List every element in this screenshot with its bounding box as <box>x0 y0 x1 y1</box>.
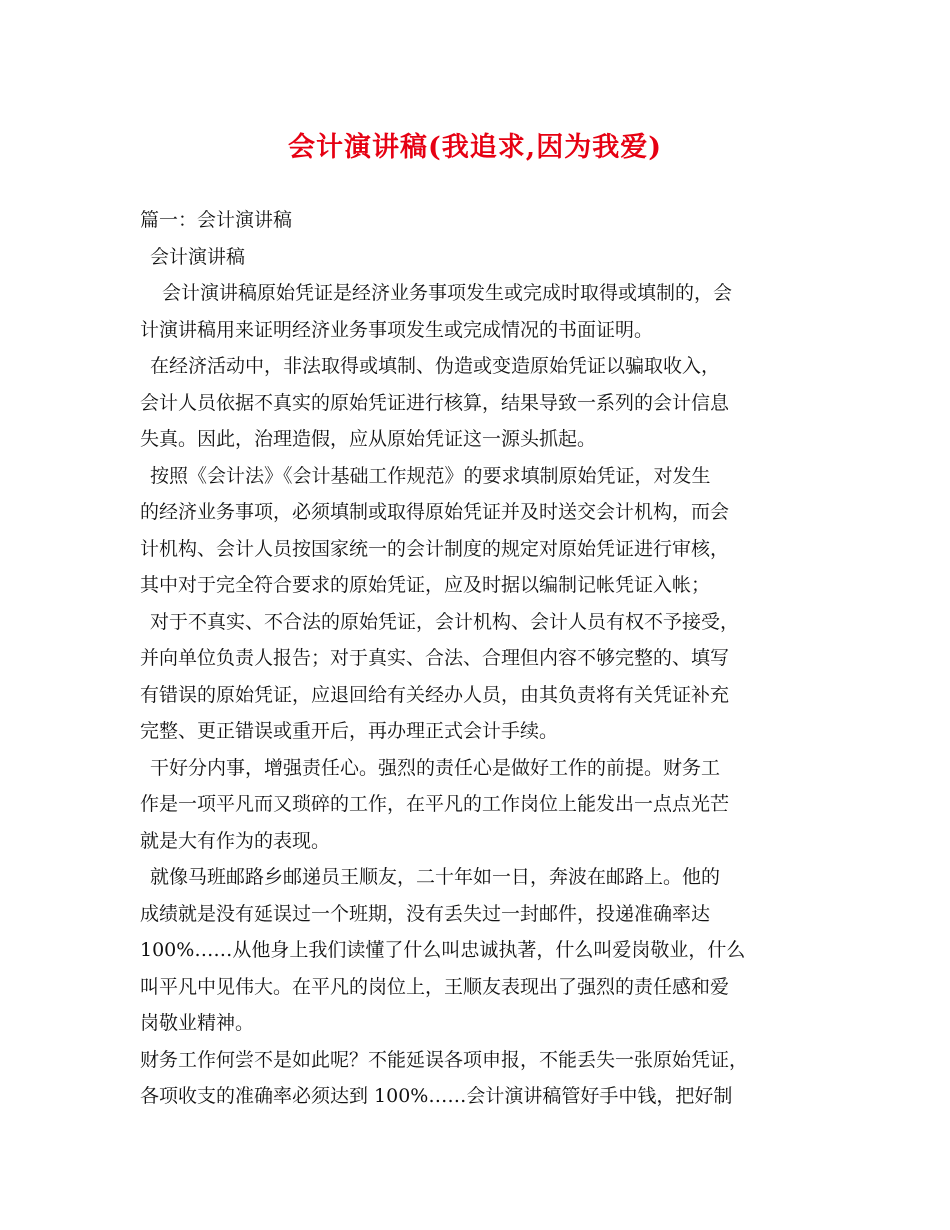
paragraph-line: 并向单位负责人报告；对于真实、合法、合理但内容不够完整的、填写 <box>140 647 730 669</box>
subheading: 会计演讲稿 <box>150 245 246 268</box>
paragraph-line: 成绩就是没有延误过一个班期，没有丢失过一封邮件，投递准确率达 <box>140 902 711 925</box>
paragraph-line: 计机构、会计人员按国家统一的会计制度的规定对原始凭证进行审核， <box>140 537 730 560</box>
paragraph-line: 计演讲稿用来证明经济业务事项发生或完成情况的书面证明。 <box>140 318 654 341</box>
paragraph-line: 干好分内事，增强责任心。强烈的责任心是做好工作的前提。财务工 <box>150 756 721 779</box>
paragraph-line: 的经济业务事项，必须填制或取得原始凭证并及时送交会计机构，而会 <box>140 501 730 523</box>
paragraph-line: 完整、更正错误或重开后，再办理正式会计手续。 <box>140 720 559 742</box>
paragraph-line: 100%……从他身上我们读懂了什么叫忠诚执著，什么叫爱岗敬业，什么 <box>140 939 746 961</box>
paragraph-line: 财务工作何尝不是如此呢？不能延误各项申报，不能丢失一张原始凭证， <box>140 1048 749 1071</box>
paragraph-line: 会计人员依据不真实的原始凭证进行核算，结果导致一系列的会计信息 <box>140 391 730 414</box>
paragraph-line: 有错误的原始凭证，应退回给有关经办人员，由其负责将有关凭证补充 <box>140 683 730 706</box>
section-heading: 篇一：会计演讲稿 <box>140 209 293 231</box>
paragraph-line: 失真。因此，治理造假，应从原始凭证这一源头抓起。 <box>140 428 597 450</box>
paragraph-line: 就像马班邮路乡邮递员王顺友，二十年如一日，奔波在邮路上。他的 <box>150 866 721 888</box>
paragraph-line: 会计演讲稿原始凭证是经济业务事项发生或完成时取得或填制的，会 <box>162 282 733 304</box>
paragraph-line: 其中对于完全符合要求的原始凭证，应及时据以编制记帐凭证入帐； <box>140 574 711 596</box>
paragraph-line: 各项收支的准确率必须达到 100%……会计演讲稿管好手中钱，把好制 <box>140 1085 733 1107</box>
document-title: 会计演讲稿(我追求,因为我爱) <box>288 132 662 163</box>
paragraph-line: 对于不真实、不合法的原始凭证，会计机构、会计人员有权不予接受， <box>150 610 740 633</box>
paragraph-line: 岗敬业精神。 <box>140 1012 255 1034</box>
document-body <box>140 202 820 1115</box>
paragraph-line: 按照《会计法》《会计基础工作规范》的要求填制原始凭证，对发生 <box>150 464 711 487</box>
paragraph-line: 就是大有作为的表现。 <box>140 829 331 852</box>
paragraph-line: 叫平凡中见伟大。在平凡的岗位上，王顺友表现出了强烈的责任感和爱 <box>140 975 730 998</box>
paragraph-line: 在经济活动中，非法取得或填制、伪造或变造原始凭证以骗取收入， <box>150 355 721 377</box>
paragraph-line: 作是一项平凡而又琐碎的工作，在平凡的工作岗位上能发出一点点光芒 <box>140 793 730 815</box>
